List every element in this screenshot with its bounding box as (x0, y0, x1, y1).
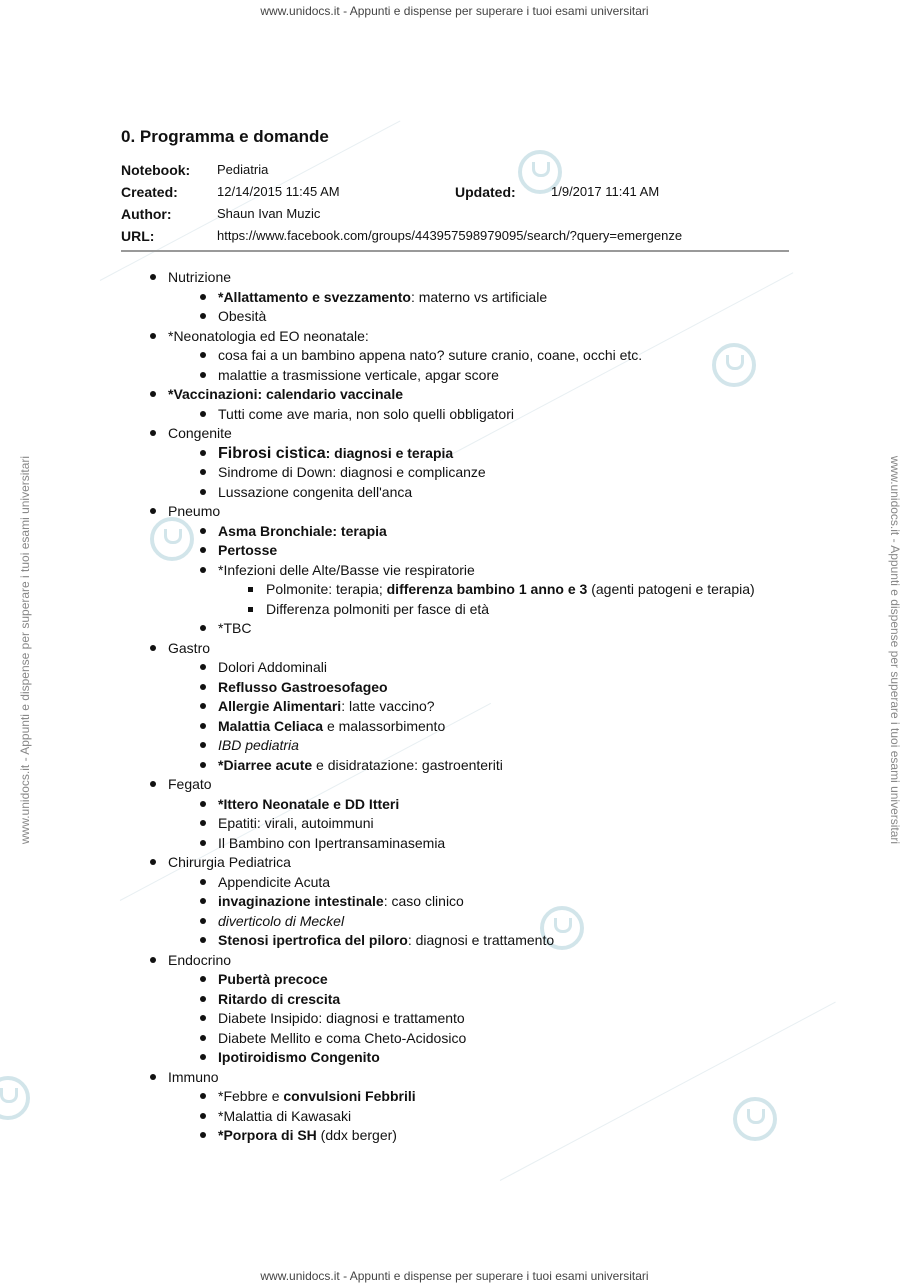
item-text: Dolori Addominali (218, 659, 327, 675)
list-item (200, 1126, 790, 1146)
item-text: cosa fai a un bambino appena nato? suture cranio, coane, occhi etc. (218, 347, 643, 363)
item-text: e malassorbimento (323, 717, 446, 734)
updated-label: Updated: (455, 184, 516, 200)
list-item (200, 1107, 790, 1127)
item-text: Epatiti: virali, autoimmuni (218, 815, 374, 831)
item-text: Appendicite Acuta (218, 873, 331, 890)
item-text: Sindrome di Down: diagnosi e complicanze (218, 464, 486, 480)
item-bold: invaginazione intestinale (218, 893, 384, 909)
list-item (150, 385, 790, 424)
watermark-bottom: www.unidocs.it - Appunti e dispense per superare i tuoi esami universitari (260, 1269, 649, 1283)
item-text: : caso clinico (383, 893, 464, 909)
item-text: Il Bambino con Ipertransaminasemia (218, 834, 446, 851)
item-italic: diverticolo di Meckel (218, 912, 345, 929)
item-bold: *Vaccinazioni: calendario vaccinale (168, 386, 403, 402)
item-italic: IBD pediatria (218, 737, 299, 753)
item-bold: Pertosse (218, 542, 278, 558)
created-row (121, 184, 789, 206)
item-text: Tutti come ave maria, non solo quelli obbligatori (218, 405, 514, 422)
item-text: Endocrino (168, 951, 232, 968)
unidocs-logo-icon (0, 1076, 30, 1120)
item-text: Nutrizione (168, 269, 232, 285)
list-item (200, 795, 790, 815)
list-item (200, 970, 790, 990)
list-item (150, 502, 790, 639)
item-text: *Neonatologia ed EO neonatale: (168, 327, 369, 344)
list-item (200, 892, 790, 912)
item-text: Gastro (168, 639, 211, 656)
list-item (200, 483, 790, 503)
author-row (121, 206, 789, 228)
list-item (200, 1048, 790, 1068)
list-item (200, 405, 790, 425)
list-item (200, 619, 790, 639)
item-text: Chirurgia Pediatrica (168, 854, 291, 870)
item-text: : materno vs artificiale (410, 288, 548, 305)
list-item (150, 268, 790, 327)
item-text: Differenza polmoniti per fasce di età (266, 600, 490, 617)
item-text: : latte vaccino? (341, 698, 435, 714)
item-text: *Infezioni delle Alte/Basse vie respiratorie (218, 561, 475, 578)
list-item (200, 561, 790, 620)
list-item (200, 756, 790, 776)
item-bold: Allergie Alimentari (218, 698, 342, 714)
item-bold: Malattia Celiaca (218, 717, 324, 734)
note-metadata (121, 162, 789, 252)
list-item (200, 463, 790, 483)
item-bold: Fibrosi cistica (218, 444, 326, 462)
list-item (200, 522, 790, 542)
author-value: Shaun Ivan Muzic (217, 206, 321, 221)
page-title: 0. Programma e domande (121, 127, 329, 146)
item-bold: Stenosi ipertrofica del piloro (218, 932, 408, 948)
list-item (200, 1009, 790, 1029)
list-item (200, 307, 790, 327)
item-text: Lussazione congenita dell'anca (218, 483, 413, 500)
list-item (200, 288, 790, 308)
item-bold: *Allattamento e svezzamento (218, 288, 411, 305)
notebook-row (121, 162, 789, 184)
list-item (150, 327, 790, 386)
item-text: (ddx berger) (316, 1127, 397, 1143)
list-item (200, 931, 790, 951)
item-text: Diabete Insipido: diagnosi e trattamento (218, 1010, 465, 1026)
item-bold: *Diarree acute (218, 756, 313, 773)
list-item (200, 541, 790, 561)
item-text: *TBC (218, 620, 252, 636)
item-bold: Ritardo di crescita (218, 990, 341, 1007)
list-item (200, 444, 790, 464)
created-label: Created: (121, 184, 178, 200)
item-bold: convulsioni Febbrili (283, 1088, 416, 1104)
item-text: Fegato (168, 776, 212, 792)
list-item (248, 580, 790, 600)
item-bold: Asma Bronchiale: terapia (218, 522, 387, 539)
url-row (121, 228, 789, 250)
item-bold: differenza bambino 1 anno e 3 (386, 581, 588, 597)
list-item (200, 814, 790, 834)
list-item (200, 366, 790, 386)
item-bold: Reflusso Gastroesofageo (218, 678, 388, 695)
item-text: Pneumo (168, 503, 221, 519)
list-item (200, 678, 790, 698)
item-text: malattie a trasmissione verticale, apgar score (218, 366, 499, 383)
watermark-top: www.unidocs.it - Appunti e dispense per superare i tuoi esami universitari (260, 4, 649, 18)
list-item (200, 1029, 790, 1049)
item-text: Polmonite: terapia; (266, 581, 387, 597)
topic-outline (150, 268, 790, 1146)
list-item (200, 717, 790, 737)
list-item (200, 873, 790, 893)
item-bold: Ipotiroidismo Congenito (218, 1049, 380, 1065)
item-bold: *Ittero Neonatale e DD Itteri (218, 795, 400, 812)
notebook-value: Pediatria (217, 162, 269, 177)
item-text: Immuno (168, 1068, 219, 1085)
item-text: Obesità (218, 308, 267, 324)
list-item (200, 697, 790, 717)
updated-value: 1/9/2017 11:41 AM (551, 184, 660, 199)
item-bold: : diagnosi e terapia (325, 444, 454, 461)
list-item (200, 912, 790, 932)
list-item (200, 1087, 790, 1107)
list-item (150, 1068, 790, 1146)
list-item (150, 775, 790, 853)
item-text: (agenti patogeni e terapia) (587, 581, 755, 597)
list-item (200, 658, 790, 678)
watermark-left: www.unidocs.it - Appunti e dispense per superare i tuoi esami universitari (18, 455, 32, 845)
url-link[interactable]: https://www.facebook.com/groups/443957598979095/search/?query=emergenze (217, 228, 683, 243)
created-value: 12/14/2015 11:45 AM (217, 184, 340, 199)
item-text: *Malattia di Kawasaki (218, 1107, 352, 1124)
notebook-label: Notebook: (121, 162, 191, 178)
item-bold: Pubertà precoce (218, 971, 328, 987)
list-item (150, 639, 790, 776)
item-text: Congenite (168, 425, 232, 441)
list-item (150, 853, 790, 951)
list-item (200, 736, 790, 756)
list-item (248, 600, 790, 620)
url-label: URL: (121, 228, 155, 244)
item-text: *Febbre e (218, 1088, 284, 1104)
list-item (150, 424, 790, 502)
item-text: e disidratazione: gastroenteriti (312, 756, 503, 773)
list-item (150, 951, 790, 1068)
list-item (200, 834, 790, 854)
list-item (200, 346, 790, 366)
item-text: Diabete Mellito e coma Cheto-Acidosico (218, 1029, 467, 1046)
list-item (200, 990, 790, 1010)
watermark-right: www.unidocs.it - Appunti e dispense per superare i tuoi esami universitari (888, 455, 902, 845)
author-label: Author: (121, 206, 172, 222)
item-bold: *Porpora di SH (218, 1127, 317, 1143)
item-text: : diagnosi e trattamento (407, 932, 555, 948)
